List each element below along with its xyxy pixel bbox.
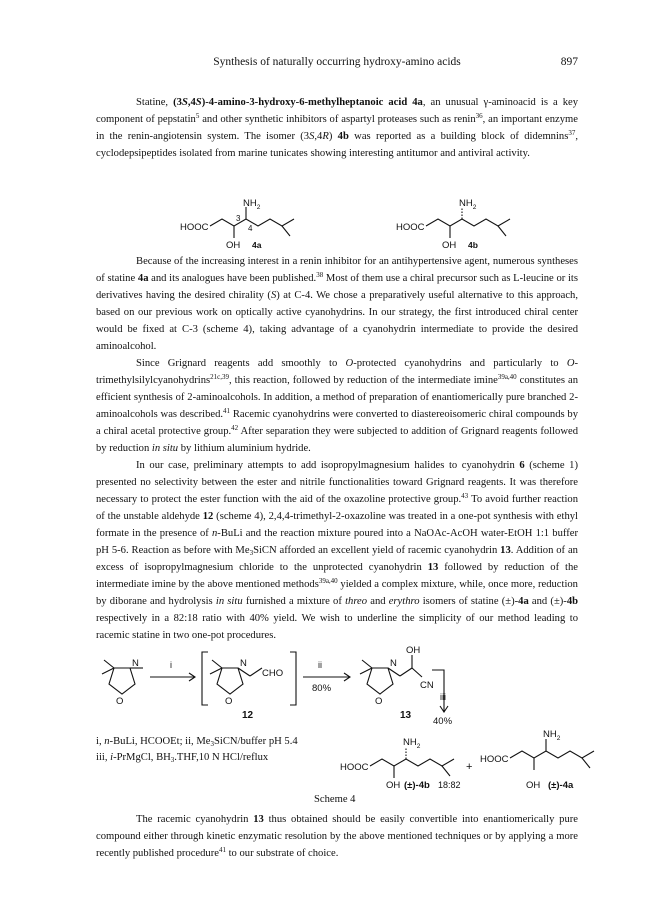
oxazoline-n-label-13: N [390, 658, 397, 669]
ratio-label: 18:82 [438, 780, 461, 790]
oxazoline-n-label-1: N [132, 658, 139, 669]
compound-4b-label: 4b [468, 240, 478, 250]
position-4-label: 4 [248, 224, 253, 233]
step-iii-label: iii [440, 692, 446, 702]
reagents-line-2: iii, i-PrMgCl, $BH_3.THF,10$ N HCl/reflux [96, 752, 269, 764]
scheme-reagents [96, 734, 298, 766]
step-i-label: i [170, 660, 172, 670]
paragraph-oxazoline: In our case, preliminary attempts to add isopropylmagnesium halides to cyanohydrin 6 (scheme 1) presented no selectivity between the ester and nitrile functionalities toward Grignard reagents. It was therefore necessary to protect the ester function with the aid of the oxazoline protective group.$^{43}$ To avoid further reaction of the unstable aldehyde 12 (scheme 4), 2,4,4-trimethyl-2-oxazoline was treated in a one-pot synthesis with ethyl formate in the presence of n-BuLi and the reaction mixture poured into a NaOAc-AcOH water-EtOH 1:1 buffer pH 5-6. Reaction as before with $Me_3SiCN$ afforded an excellent yield of racemic cyanohydrin 13. Addition of an excess of isopropylmagnesium chloride to the unprotected cyanohydrin 13 followed by reduction of the intermediate imine by the above mentioned methods$^{39a,40}$ yielded a complex mixture, while, once more, reduction by diborane and hydrolysis in situ furnished a mixture of threo and erythro isomers of statine (±)-4a and (±)-4b respectively in a 82:18 ratio with 40% yield. We wish to underline the simplicity of our method leading to racemic statine in two one-pot procedures. [96, 460, 579, 641]
compound-4a-scheme-label: (±)-4a [548, 780, 574, 791]
oh-label-13: OH [406, 645, 421, 656]
oxazoline-o-label-13: O [375, 696, 383, 707]
running-title: Synthesis of naturally occurring hydroxy-amino acids [213, 56, 461, 68]
compound-4b-scheme-label: (±)-4b [404, 780, 430, 791]
position-3-label: 3 [236, 214, 241, 223]
paragraph-racemic: The racemic cyanohydrin 13 thus obtained should be easily convertible into enantiomerically pure compound either through kinetic enzymatic resolution by the above mentioned techniques or by applying a more recently published procedure$^{41}$ to our substrate of choice. [96, 814, 578, 859]
oh-label-4b-scheme: OH [386, 780, 401, 791]
hooc-label-4a-scheme: HOOC [480, 754, 509, 765]
cn-label-13: CN [420, 680, 434, 691]
nh2-label-4b: $NH_2$ [459, 198, 477, 211]
reagents-line-1: i, n-BuLi, HCOOEt; ii, $Me_3SiCN$/buffer pH 5.4 [96, 736, 298, 748]
cho-label: CHO [262, 668, 284, 679]
scheme-caption: Scheme 4 [314, 794, 356, 805]
step-ii-label: ii [318, 660, 322, 670]
paragraph-statine: Statine, (3S,4S)-4-amino-3-hydroxy-6-methylheptanoic acid 4a, an unusual γ-aminoacid is a key component of pepstatin$^5$ and other synthetic inhibitors of aspartyl proteases such as renin$^{36}$, an important enzyme in the renin-angiotensin system. The isomer (3S,4R) 4b was reported as a building block of didemnins$^{37}$, cyclodepsipeptides isolated from marine tunicates showing interesting antitumor and antiviral activity. [96, 97, 578, 159]
nh2-label-4a-scheme: $NH_2$ [543, 729, 561, 742]
nh2-label-4a: $NH_2$ [243, 198, 261, 211]
page-number: 897 [560, 56, 578, 68]
compound-13-label: 13 [400, 710, 412, 721]
hooc-label-4b-scheme: HOOC [340, 762, 369, 773]
hooc-label-4b: HOOC [396, 222, 425, 233]
nh2-label-4b-scheme: $NH_2$ [403, 737, 421, 750]
oxazoline-n-label-12: N [240, 658, 247, 669]
oh-label-4a-scheme: OH [526, 780, 541, 791]
yield-iii-label: 40% [433, 716, 453, 727]
plus-sign: + [466, 761, 473, 773]
yield-ii-label: 80% [312, 683, 332, 694]
compound-12-label: 12 [242, 710, 254, 721]
paragraph-grignard: Since Grignard reagents add smoothly to O-protected cyanohydrins and particularly to O-trimethylsilylcyanohydrins$^{21c,39}$, this reaction, followed by reduction of the intermediate imine$^{39a,40}$ constitutes an efficient synthesis of 2-aminoalcohols. In addition, a method of preparation of enantiomerically pure branched 2-aminoalcohols was described.$^{41}$ Racemic cyanohydrins were converted to diastereoisomeric chiral compounds by a chiral acetal protective group.$^{42}$ After separation they were subjected to addition of Grignard reagents followed by reduction in situ by lithium aluminium hydride. [96, 358, 579, 454]
hooc-label-4a: HOOC [180, 222, 209, 233]
paragraph-syntheses: Because of the increasing interest in a renin inhibitor for an antihypertensive agent, numerous syntheses of statine 4a and its analogues have been published.$^{38}$ Most of them use a chiral precursor such as L-leucine or its derivatives having the desired chirality (S) at C-4. We chose a preparatively useful alternative to this approach, based on our previous work on optically active cyanohydrins. In our strategy, the first introduced chiral center would be fixed at C-3 (scheme 4), taking advantage of a cyanohydrin intermediate to provide the desired aminoalcohol. [96, 256, 578, 352]
oxazoline-o-label-12: O [225, 696, 233, 707]
oxazoline-o-label-1: O [116, 696, 124, 707]
oh-label-4a: OH [226, 240, 241, 251]
oh-label-4b: OH [442, 240, 457, 251]
compound-4a-label: 4a [252, 240, 262, 250]
